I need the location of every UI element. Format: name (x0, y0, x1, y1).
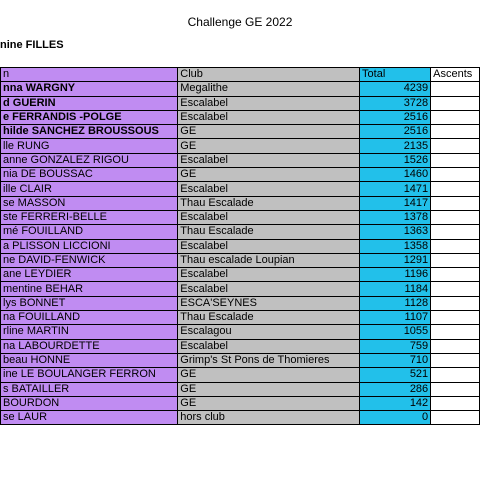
table-row (1, 182, 480, 196)
cell-club[interactable]: Escalabel (178, 110, 360, 124)
table-row (1, 96, 480, 110)
cell-name[interactable] (1, 396, 178, 410)
table-row (1, 296, 480, 310)
cell-name[interactable] (1, 282, 178, 296)
header-ascents[interactable]: Ascents (431, 68, 480, 82)
cell-total[interactable]: 3728 (360, 96, 431, 110)
cell-name-text: ste FERRERI-BELLE (3, 211, 107, 224)
cell-total[interactable]: 1358 (360, 239, 431, 253)
cell-name-text: hilde SANCHEZ BROUSSOUS (3, 125, 159, 138)
cell-club[interactable]: Escalabel (178, 268, 360, 282)
cell-total[interactable]: 2516 (360, 110, 431, 124)
table-row (1, 239, 480, 253)
table-row (1, 382, 480, 396)
table-row (1, 253, 480, 267)
results-table (0, 67, 480, 425)
cell-club[interactable]: hors club (178, 411, 360, 425)
cell-name-text: se MASSON (3, 196, 66, 209)
table-row (1, 225, 480, 239)
cell-club[interactable]: GE (178, 368, 360, 382)
table-row (1, 110, 480, 124)
table-row (1, 82, 480, 96)
table-row (1, 282, 480, 296)
header-total[interactable]: Total (360, 68, 431, 82)
cell-name-text: a PLISSON LICCIONI (3, 239, 111, 252)
table-row (1, 168, 480, 182)
cell-name[interactable] (1, 96, 178, 110)
table-body (1, 82, 480, 425)
cell-name[interactable] (1, 339, 178, 353)
cell-ascents[interactable] (431, 253, 480, 267)
cell-club[interactable]: GE (178, 125, 360, 139)
cell-name[interactable] (1, 153, 178, 167)
cell-name[interactable] (1, 225, 178, 239)
table-row (1, 353, 480, 367)
cell-club[interactable]: ESCA'SEYNES (178, 296, 360, 310)
cell-total[interactable]: 521 (360, 368, 431, 382)
cell-name[interactable] (1, 268, 178, 282)
cell-total[interactable]: 1055 (360, 325, 431, 339)
cell-name-text: nna WARGNY (3, 82, 76, 95)
cell-name-text: se LAUR (3, 411, 48, 424)
cell-total[interactable]: 1471 (360, 182, 431, 196)
cell-name-text: mé FOUILLAND (3, 225, 84, 238)
table-row (1, 139, 480, 153)
cell-total[interactable]: 142 (360, 396, 431, 410)
cell-ascents[interactable] (431, 210, 480, 224)
cell-name[interactable] (1, 353, 178, 367)
cell-club[interactable]: GE (178, 382, 360, 396)
cell-name-text: anne GONZALEZ RIGOU (3, 153, 129, 166)
cell-ascents[interactable] (431, 196, 480, 210)
header-name[interactable]: n (1, 68, 178, 82)
cell-total[interactable]: 2516 (360, 125, 431, 139)
cell-club[interactable]: GE (178, 168, 360, 182)
cell-ascents[interactable] (431, 339, 480, 353)
cell-ascents[interactable] (431, 139, 480, 153)
cell-ascents[interactable] (431, 396, 480, 410)
cell-ascents[interactable] (431, 268, 480, 282)
section-title: nine FILLES (0, 39, 64, 51)
cell-name-text: beau HONNE (3, 354, 71, 367)
cell-total[interactable]: 1526 (360, 153, 431, 167)
cell-name-text: s BATAILLER (3, 382, 70, 395)
cell-name[interactable] (1, 253, 178, 267)
cell-name[interactable] (1, 182, 178, 196)
cell-club[interactable]: Megalithe (178, 82, 360, 96)
cell-total[interactable]: 759 (360, 339, 431, 353)
cell-name[interactable] (1, 296, 178, 310)
cell-total[interactable]: 1291 (360, 253, 431, 267)
cell-total[interactable]: 1107 (360, 311, 431, 325)
cell-club[interactable]: Escalabel (178, 339, 360, 353)
table-row (1, 125, 480, 139)
cell-name-text: nia DE BOUSSAC (3, 168, 93, 181)
cell-name-text: d GUERIN (3, 96, 56, 109)
cell-club[interactable]: GE (178, 139, 360, 153)
cell-ascents[interactable] (431, 368, 480, 382)
cell-ascents[interactable] (431, 96, 480, 110)
cell-total[interactable]: 286 (360, 382, 431, 396)
cell-ascents[interactable] (431, 82, 480, 96)
cell-ascents[interactable] (431, 125, 480, 139)
cell-ascents[interactable] (431, 325, 480, 339)
table-row (1, 325, 480, 339)
table-row (1, 153, 480, 167)
cell-total[interactable]: 1128 (360, 296, 431, 310)
cell-total[interactable]: 0 (360, 411, 431, 425)
table-row (1, 368, 480, 382)
cell-club[interactable]: Escalabel (178, 182, 360, 196)
cell-total[interactable]: 1417 (360, 196, 431, 210)
cell-name-text: lys BONNET (3, 296, 66, 309)
cell-club[interactable]: Escalabel (178, 96, 360, 110)
table-row (1, 210, 480, 224)
table-row (1, 196, 480, 210)
cell-total[interactable]: 1363 (360, 225, 431, 239)
cell-name[interactable] (1, 368, 178, 382)
cell-ascents[interactable] (431, 382, 480, 396)
cell-ascents[interactable] (431, 225, 480, 239)
cell-name-text: lle RUNG (3, 139, 50, 152)
cell-name[interactable] (1, 325, 178, 339)
table-row (1, 411, 480, 425)
cell-name[interactable] (1, 196, 178, 210)
cell-name-text: rline MARTIN (3, 325, 69, 338)
cell-club[interactable]: Escalabel (178, 282, 360, 296)
cell-name-text: ine LE BOULANGER FERRON (3, 368, 156, 381)
cell-club[interactable]: Thau Escalade (178, 225, 360, 239)
cell-ascents[interactable] (431, 239, 480, 253)
table-row (1, 339, 480, 353)
cell-ascents[interactable] (431, 153, 480, 167)
cell-name[interactable] (1, 311, 178, 325)
cell-total[interactable]: 1184 (360, 282, 431, 296)
cell-name[interactable] (1, 110, 178, 124)
table-row (1, 396, 480, 410)
cell-total[interactable]: 1378 (360, 210, 431, 224)
cell-name-text: mentine BEHAR (3, 282, 84, 295)
cell-ascents[interactable] (431, 168, 480, 182)
cell-club[interactable]: Escalabel (178, 153, 360, 167)
cell-name[interactable] (1, 382, 178, 396)
cell-name-text: ane LEYDIER (3, 268, 72, 281)
cell-club[interactable]: GE (178, 396, 360, 410)
cell-name-text: ne DAVID-FENWICK (3, 254, 106, 266)
cell-club[interactable]: Thau escalade Loupian (178, 253, 360, 267)
page-title: Challenge GE 2022 (187, 15, 293, 29)
header-club[interactable]: Club (178, 68, 360, 82)
cell-club[interactable]: Thau Escalade (178, 311, 360, 325)
cell-ascents[interactable] (431, 411, 480, 425)
cell-name[interactable] (1, 411, 178, 425)
table-row (1, 268, 480, 282)
cell-club[interactable]: Grimp's St Pons de Thomieres (178, 353, 360, 367)
cell-name[interactable] (1, 239, 178, 253)
cell-club[interactable]: Thau Escalade (178, 196, 360, 210)
cell-name[interactable] (1, 168, 178, 182)
cell-name[interactable] (1, 139, 178, 153)
cell-name[interactable] (1, 210, 178, 224)
cell-name-text: na LABOURDETTE (3, 339, 100, 352)
cell-ascents[interactable] (431, 282, 480, 296)
cell-ascents[interactable] (431, 110, 480, 124)
cell-name[interactable] (1, 82, 178, 96)
cell-ascents[interactable] (431, 353, 480, 367)
header-row (1, 68, 480, 82)
cell-total[interactable]: 2135 (360, 139, 431, 153)
cell-ascents[interactable] (431, 182, 480, 196)
cell-total[interactable]: 710 (360, 353, 431, 367)
cell-name-text: ille CLAIR (3, 182, 52, 195)
cell-club[interactable]: Escalabel (178, 210, 360, 224)
cell-club[interactable]: Escalabel (178, 239, 360, 253)
cell-total[interactable]: 4239 (360, 82, 431, 96)
cell-ascents[interactable] (431, 296, 480, 310)
cell-name-text: e FERRANDIS -POLGE (3, 111, 122, 124)
cell-ascents[interactable] (431, 311, 480, 325)
table-row (1, 311, 480, 325)
cell-name-text: BOURDON (3, 396, 60, 409)
cell-club[interactable]: Escalagou (178, 325, 360, 339)
cell-name-text: na FOUILLAND (3, 311, 81, 324)
cell-name[interactable] (1, 125, 178, 139)
cell-total[interactable]: 1460 (360, 168, 431, 182)
cell-total[interactable]: 1196 (360, 268, 431, 282)
